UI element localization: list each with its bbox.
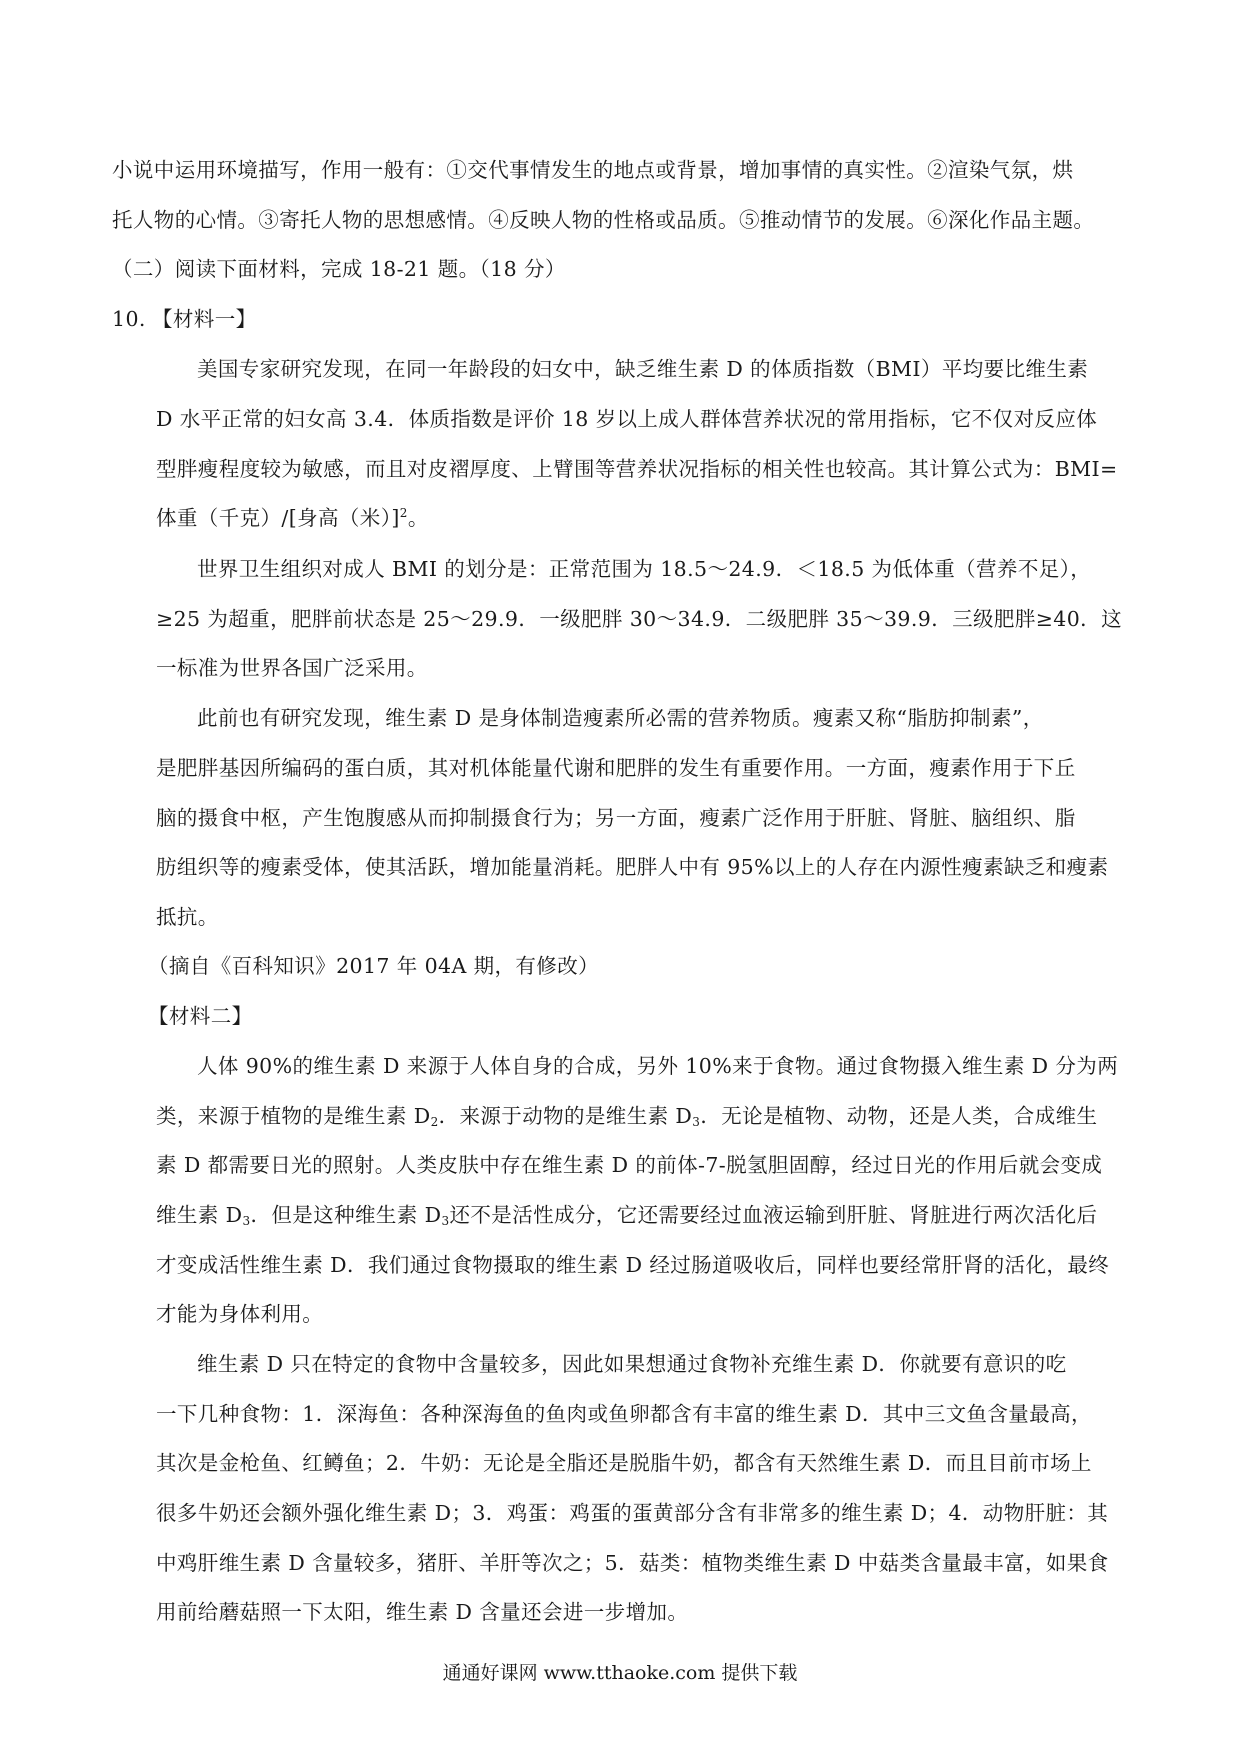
vitamin-d3-text-2: 维生素 D <box>156 1203 243 1227</box>
material1-p2-line-2: ≥25 为超重，肥胖前状态是 25～29.9．一级肥胖 30～34.9．二级肥胖 35～39.9．三级肥胖≥40．这 <box>156 607 1122 631</box>
section-heading: （二）阅读下面材料，完成 18-21 题。（18 分） <box>112 257 566 281</box>
material2-p1-line-3: 素 D 都需要日光的照射。人类皮肤中存在维生素 D 的前体-7-脱氢胆固醇，经过日光的作用后就会变成 <box>156 1153 1103 1177</box>
material2-heading: 【材料二】 <box>148 1004 253 1028</box>
material2-p2-line-5: 中鸡肝维生素 D 含量较多，猪肝、羊肝等次之；5．菇类：植物类维生素 D 中菇类含量最丰富，如果食 <box>156 1551 1109 1575</box>
bmi-formula-end: 。 <box>407 506 429 530</box>
intro-line-2: 托人物的心情。③寄托人物的思想感情。④反映人物的性格或品质。⑤推动情节的发展。⑥深化作品主题。 <box>112 208 1095 232</box>
vitamin-d3-text-3: ．但是这种维生素 D <box>250 1203 442 1227</box>
material1-source: （摘自《百科知识》2017 年 04A 期，有修改） <box>148 954 600 978</box>
material1-p3-line-4: 肪组织等的瘦素受体，使其活跃，增加能量消耗。肥胖人中有 95%以上的人存在内源性瘦素缺乏和瘦素 <box>156 855 1109 879</box>
vitamin-d2-subscript: 2 <box>430 1115 439 1129</box>
material1-p1-line-3: 型胖瘦程度较为敏感，而且对皮褶厚度、上臂围等营养状况指标的相关性也较高。其计算公式为：BMI= <box>156 457 1118 481</box>
material1-p1-line-2: D 水平正常的妇女高 3.4．体质指数是评价 18 岁以上成人群体营养状况的常用指标，它不仅对反应体 <box>156 407 1098 431</box>
material2-p1-line-4-end: 还不是活性成分，它还需要经过血液运输到肝脏、肾脏进行两次活化后 <box>449 1203 1098 1227</box>
material2-p1-line-6: 才能为身体利用。 <box>156 1302 324 1326</box>
material2-p1-line-2-end: ．无论是植物、动物，还是人类，合成维生 <box>700 1104 1098 1128</box>
material2-p2-line-2: 一下几种食物：1．深海鱼：各种深海鱼的鱼肉或鱼卵都含有丰富的维生素 D．其中三文鱼含量最高， <box>156 1402 1092 1426</box>
page-footer: 通通好课网 www.tthaoke.com 提供下载 <box>442 1662 798 1684</box>
vitamin-d3-text: ．来源于动物的是维生素 D <box>438 1104 693 1128</box>
material1-p3-line-5: 抵抗。 <box>156 905 219 929</box>
material1-p3-line-3: 脑的摄食中枢，产生饱腹感从而抑制摄食行为；另一方面，瘦素广泛作用于肝脏、肾脏、脑组织、脂 <box>156 806 1076 830</box>
vitamin-d2-text: 类，来源于植物的是维生素 D <box>156 1104 431 1128</box>
material1-heading: 【材料一】 <box>152 307 257 331</box>
material2-p1-line-1: 人体 90%的维生素 D 来源于人体自身的合成，另外 10%来于食物。通过食物摄入维生素 D 分为两 <box>197 1054 1119 1078</box>
material2-p2-line-6: 用前给蘑菇照一下太阳，维生素 D 含量还会进一步增加。 <box>156 1600 689 1624</box>
question-number: 10. <box>112 307 146 331</box>
material1-p3-line-1: 此前也有研究发现，维生素 D 是身体制造瘦素所必需的营养物质。瘦素又称“脂肪抑制素”， <box>197 706 1044 730</box>
material1-p2-line-3: 一标准为世界各国广泛采用。 <box>156 656 428 680</box>
bmi-formula-exponent: 2 <box>399 506 408 520</box>
material2-p1-line-4 <box>156 1201 1097 1229</box>
bmi-formula-text: 体重（千克）/[身高（米）] <box>156 506 400 530</box>
vitamin-d3-subscript-2: 3 <box>242 1214 251 1228</box>
material2-p2-line-4: 很多牛奶还会额外强化维生素 D；3．鸡蛋：鸡蛋的蛋黄部分含有非常多的维生素 D；4．动物肝脏：其 <box>156 1501 1109 1525</box>
bmi-formula-line <box>156 504 429 532</box>
material1-p1-line-1: 美国专家研究发现，在同一年龄段的妇女中，缺乏维生素 D 的体质指数（BMI）平均要比维生素 <box>197 357 1089 381</box>
material1-p3-line-2: 是肥胖基因所编码的蛋白质，其对机体能量代谢和肥胖的发生有重要作用。一方面，瘦素作用于下丘 <box>156 756 1076 780</box>
intro-line-1: 小说中运用环境描写，作用一般有：①交代事情发生的地点或背景，增加事情的真实性。②渲染气氛，烘 <box>112 158 1074 182</box>
vitamin-d3-subscript-3: 3 <box>441 1214 450 1228</box>
material2-p2-line-3: 其次是金枪鱼、红鳟鱼；2．牛奶：无论是全脂还是脱脂牛奶，都含有天然维生素 D．而且目前市场上 <box>156 1451 1092 1475</box>
vitamin-d3-subscript: 3 <box>692 1115 701 1129</box>
material2-p1-line-2 <box>156 1102 1097 1130</box>
material2-p1-line-5: 才变成活性维生素 D．我们通过食物摄取的维生素 D 经过肠道吸收后，同样也要经常肝肾的活化，最终 <box>156 1253 1110 1277</box>
material1-p2-line-1: 世界卫生组织对成人 BMI 的划分是：正常范围为 18.5～24.9．＜18.5 为低体重（营养不足）， <box>197 557 1092 581</box>
material2-p2-line-1: 维生素 D 只在特定的食物中含量较多，因此如果想通过食物补充维生素 D．你就要有意识的吃 <box>197 1352 1067 1376</box>
